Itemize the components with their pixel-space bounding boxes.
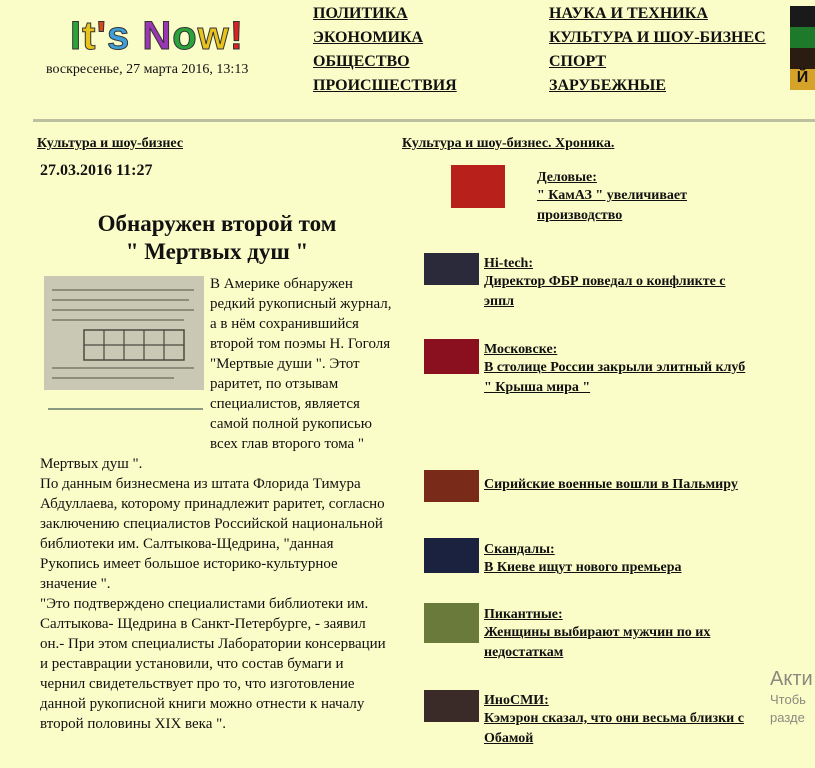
nav-link-economy[interactable]: ЭКОНОМИКА [313,29,424,46]
side-category[interactable]: Московске: [484,342,558,357]
side-headline[interactable]: Сирийские военные вошли в Пальмиру [484,477,738,492]
logo-letter: I [70,14,83,58]
side-news-item[interactable] [484,342,754,398]
side-news-item[interactable] [484,607,749,663]
side-headline[interactable]: В столице России закрыли элитный клуб " Крыша мира " [484,360,746,395]
article-paragraph: "Это подтверждено специалистами библиотеки им. Салтыкова- Щедрина в Санкт-Петербурге, - заявил он.- При этом специалисты Лаборатории консервации и реставрации установили, что состав бумаги и чернил свидетельствует про то, что изготовление данной рукописной книги можно отнести к началу второй половины XIX века ". [40,596,386,732]
side-news-item[interactable] [484,256,744,312]
nav-link-politics[interactable]: ПОЛИТИКА [313,5,408,22]
news-thumbnail[interactable] [424,253,479,285]
logo-letter: s [106,14,131,58]
site-logo[interactable] [70,14,244,59]
nav-left [313,2,457,98]
corner-block [790,6,815,27]
nav-link-incidents[interactable]: ПРОИСШЕСТВИЯ [313,77,457,94]
image-spacer [40,274,210,436]
side-headline[interactable]: " КамАЗ " увеличивает производство [537,188,688,223]
corner-banner[interactable] [790,6,815,90]
side-news-item[interactable] [484,693,749,749]
side-headline[interactable]: Кэмэрон сказал, что они весьма близки с Обамой [484,711,744,746]
logo-letter: ' [96,14,107,58]
nav-link-sport[interactable]: СПОРТ [549,53,607,70]
watermark-line: разде [770,710,805,725]
news-thumbnail[interactable] [424,538,479,573]
news-thumbnail[interactable] [424,339,479,374]
corner-letter: Й [790,69,815,90]
watermark-line: Чтобь [770,692,806,707]
nav-link-society[interactable]: ОБЩЕСТВО [313,53,410,70]
side-headline[interactable]: В Киеве ищут нового премьера [484,560,682,575]
watermark-title: Акти [770,668,813,690]
title-line: " Мертвых душ " [125,239,309,264]
article-title [62,210,372,266]
logo-letter: N [130,14,173,58]
corner-block [790,48,815,69]
article-date: 27.03.2016 11:27 [40,162,153,179]
side-headline[interactable]: Директор ФБР поведал о конфликте с эппл [484,274,726,309]
news-thumbnail[interactable] [451,165,505,208]
side-breadcrumb[interactable]: Культура и шоу-бизнес. Хроника. [402,136,615,151]
logo-letter: w [197,14,230,58]
nav-link-science[interactable]: НАУКА И ТЕХНИКА [549,5,708,22]
logo-letter: t [82,14,97,58]
nav-link-foreign[interactable]: ЗАРУБЕЖНЫЕ [549,77,667,94]
corner-block [790,27,815,48]
article-paragraph: В Америке обнаружен редкий рукописный журнал, а в нём сохранившийся второй том поэмы Н. Гоголя "Мертвые души ". Этот раритет, по отзывам специалистов, является самой полной рукописью всех глав второго тома " Мертвых душ ". [40,276,392,472]
nav-link-culture[interactable]: КУЛЬТУРА И ШОУ-БИЗНЕС [549,29,766,46]
logo-letter: ! [229,14,245,58]
side-category[interactable]: Hi-tech: [484,256,533,271]
news-thumbnail[interactable] [424,603,479,643]
side-news-item[interactable] [484,542,744,578]
article-paragraph: По данным бизнесмена из штата Флорида Тимура Абдуллаева, которому принадлежит раритет, согласно заключению специалистов Российской национальной библиотеки им. Салтыкова-Щедрина, "данная Рукопись имеет большое историко-культурное значение ". [40,476,385,592]
side-category[interactable]: Скандалы: [484,542,555,557]
side-news-item[interactable] [484,475,744,495]
nav-right [549,2,766,98]
title-line: Обнаружен второй том [97,211,337,236]
side-headline[interactable]: Женщины выбирают мужчин по их недостаткам [484,625,711,660]
side-news-item[interactable] [537,170,767,226]
logo-letter: o [172,14,198,58]
header-divider [33,119,815,122]
breadcrumb[interactable]: Культура и шоу-бизнес [37,136,184,151]
current-date: воскресенье, 27 марта 2016, 13:13 [46,62,249,77]
side-category[interactable]: Деловые: [537,170,597,185]
article-body [40,274,392,734]
side-category[interactable]: ИноСМИ: [484,693,549,708]
news-thumbnail[interactable] [424,470,479,502]
side-category[interactable]: Пикантные: [484,607,563,622]
news-thumbnail[interactable] [424,690,479,722]
activation-watermark [770,668,813,727]
